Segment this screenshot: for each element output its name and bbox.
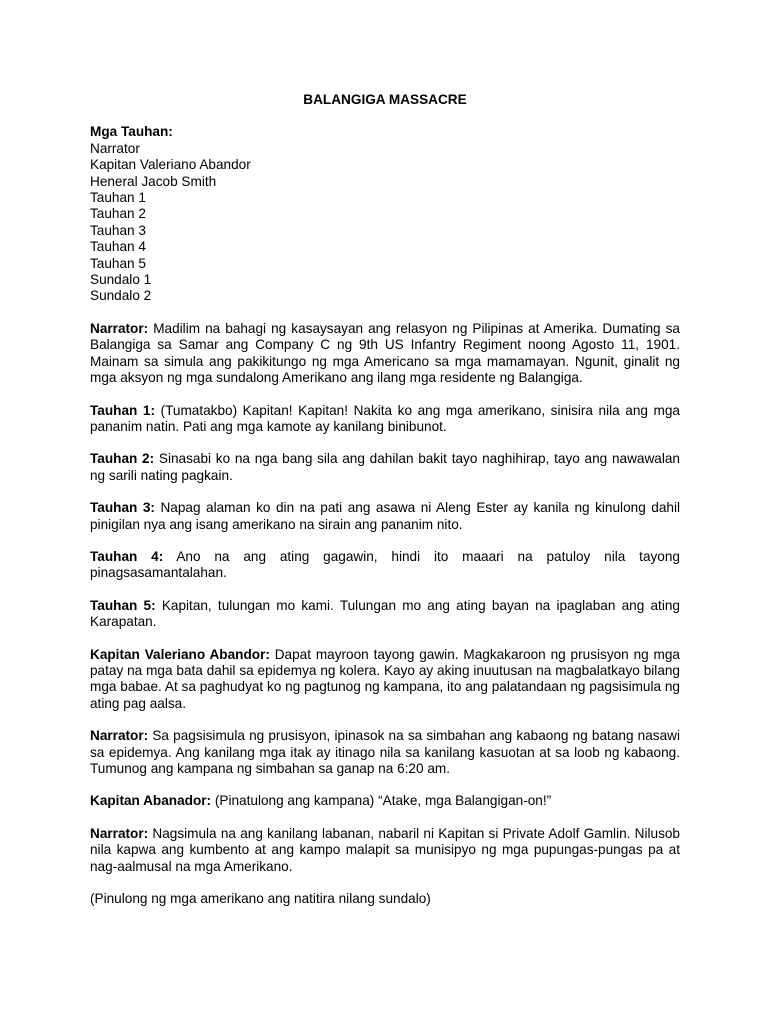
dialogue-text: Dapat mayroon tayong gawin. Magkakaroon ng prusisyon ng mga patay na mga bata dahil sa epidemya ng kolera. Kayo ay aking inuutusan na magbalatkayo bilang mga babae. At sa paghudyat ko ng pagtunog ng kampana, ito ang palatandaan ng pagsisimula ng ating pag aalsa. bbox=[90, 646, 680, 711]
cast-item: Tauhan 1 bbox=[90, 190, 146, 206]
cast-item: Tauhan 3 bbox=[90, 222, 146, 238]
cast-list bbox=[90, 141, 680, 305]
stage-direction-text: (Pinulong ng mga amerikano ang natitira nilang sundalo) bbox=[90, 891, 431, 907]
cast-item: Tauhan 2 bbox=[90, 206, 146, 222]
dialogue-line bbox=[90, 500, 680, 533]
cast-item: Heneral Jacob Smith bbox=[90, 173, 217, 189]
speaker-name: Tauhan 4: bbox=[90, 548, 164, 564]
stage-direction bbox=[90, 891, 680, 907]
dialogue-text: Napag alaman ko din na pati ang asawa ni Aleng Ester ay kanila ng kinulong dahil pinigilan nya ang isang amerikano na sirain ang pananim nito. bbox=[90, 500, 680, 532]
speaker-name: Narrator: bbox=[90, 825, 149, 841]
speaker-name: Tauhan 2: bbox=[90, 451, 155, 467]
cast-item: Sundalo 2 bbox=[90, 288, 152, 304]
dialogue-text: (Pinatulong ang kampana) “Atake, mga Balangigan-on!” bbox=[211, 793, 552, 809]
dialogue-line bbox=[90, 403, 680, 436]
dialogue-text: Nagsimula na ang kanilang labanan, nabaril ni Kapitan si Private Adolf Gamlin. Nilusob nila kapwa ang kumbento at ang kampo malapit sa munisipyo ng mga pupungas-pungas pa at nag-aalmusal na mga Amerikano. bbox=[90, 825, 680, 874]
dialogue-line bbox=[90, 647, 680, 713]
speaker-name: Tauhan 1: bbox=[90, 402, 155, 418]
cast-heading: Mga Tauhan: bbox=[90, 124, 173, 140]
cast-item: Tauhan 5 bbox=[90, 255, 146, 271]
dialogue-text: Ano na ang ating gagawin, hindi ito maaari na patuloy nila tayong pinagsasamantalahan. bbox=[90, 548, 680, 581]
dialogue-line bbox=[90, 549, 680, 582]
document-page bbox=[90, 92, 680, 923]
cast-item: Narrator bbox=[90, 140, 140, 156]
dialogue-line bbox=[90, 321, 680, 387]
dialogue-line bbox=[90, 793, 680, 809]
dialogue-text: Sinasabi ko na nga bang sila ang dahilan bakit tayo naghihirap, tayo ang nawawalan ng sarili nating pagkain. bbox=[90, 451, 680, 483]
dialogue-text: Kapitan, tulungan mo kami. Tulungan mo ang ating bayan na ipaglaban ang ating Karapatan. bbox=[90, 597, 680, 630]
speaker-name: Kapitan Abanador: bbox=[90, 793, 212, 809]
dialogue-text: Sa pagsisimula ng prusisyon, ipinasok na sa simbahan ang kabaong ng batang nasawi sa epidemya. Ang kanilang mga itak ay itinago nila sa kanilang kasuotan at sa loob ng kabaong. Tumunog ang kampana ng simbahan sa ganap na 6:20 am. bbox=[90, 728, 680, 776]
cast-item: Tauhan 4 bbox=[90, 239, 146, 255]
speaker-name: Kapitan Valeriano Abandor: bbox=[90, 646, 270, 662]
dialogue-line bbox=[90, 728, 680, 777]
cast-item: Kapitan Valeriano Abandor bbox=[90, 157, 251, 173]
document-title: BALANGIGA MASSACRE bbox=[303, 92, 467, 107]
speaker-name: Tauhan 3: bbox=[90, 500, 155, 516]
dialogue-line bbox=[90, 451, 680, 484]
dialogue-text: (Tumatakbo) Kapitan! Kapitan! Nakita ko ang mga amerikano, sinisira nila ang mga pananim natin. Pati ang mga kamote ay kanilang binibunot. bbox=[90, 402, 680, 434]
dialogue-text: Madilim na bahagi ng kasaysayan ang relasyon ng Pilipinas at Amerika. Dumating sa Balangiga sa Samar ang Company C ng 9th US Infantry Regiment noong Agosto 11, 1901. Mainam sa simula ang pakikitungo ng mga Americano sa mga mamamayan. Ngunit, ginalit ng mga aksyon ng mga sundalong Amerikano ang ilang mga residente ng Balangiga. bbox=[90, 320, 680, 386]
speaker-name: Narrator: bbox=[90, 728, 149, 744]
speaker-name: Narrator: bbox=[90, 320, 149, 336]
dialogue-line bbox=[90, 826, 680, 875]
dialogue-line bbox=[90, 598, 680, 631]
cast-item: Sundalo 1 bbox=[90, 272, 152, 288]
speaker-name: Tauhan 5: bbox=[90, 597, 156, 613]
